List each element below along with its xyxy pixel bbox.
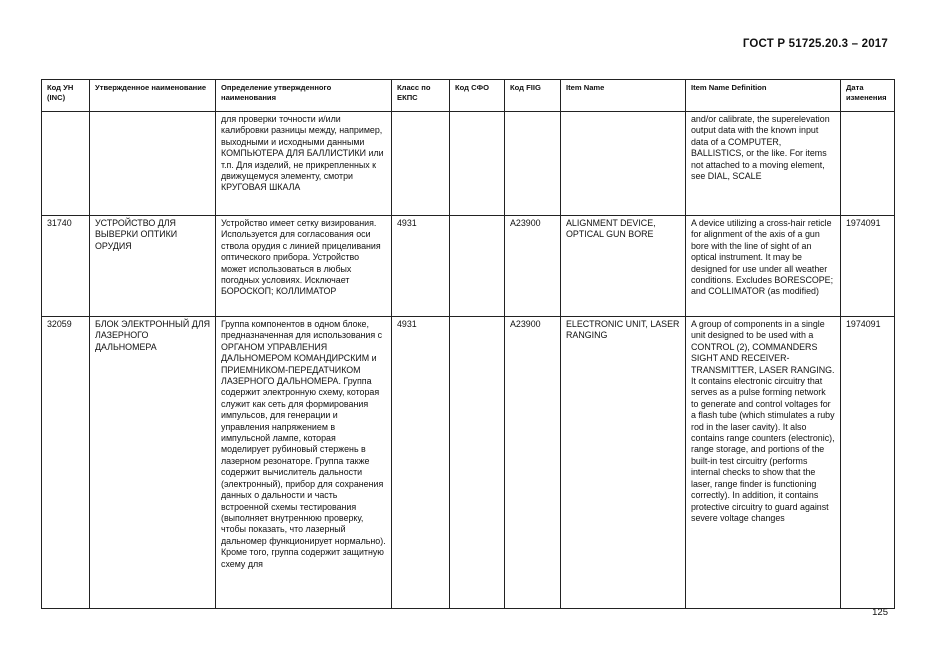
page-number: 125	[872, 607, 888, 618]
cell-item-definition: A device utilizing a cross-hair reticle for alignment of the axis of a gun bore with the line of sight of an optical instrument. It may be designed for use under all weather conditions. Excludes BORESCOPE; and COLLIMATOR (as modified)	[686, 216, 841, 317]
col-header-code: Код УН (INC)	[42, 80, 90, 112]
cell-definition: Группа компонентов в одном блоке, предназначенная для использования с ОРГАНОМ УПРАВЛЕНИЯ ДАЛЬНОМЕРОМ КОМАНДИРСКИМ и ПРИЕМНИКОМ-ПЕРЕДАТЧИКОМ ЛАЗЕРНОГО ДАЛЬНОМЕРА. Группа содержит электронную схему, которая служит как сеть для формирования импульсов, для генерации и управления напряжением в импульсной лампе, которая моделирует рубиновый стержень в лазерном резонаторе. Группа также содержит вычислитель дальности (электронный), прибор для сохранения данных о дальности и часть встроенной схемы тестирования (выполняет внутреннюю проверку, чтобы показать, что лазерный дальномер функционирует нормально). Кроме того, группа содержит защитную схему для	[216, 317, 392, 609]
cell-item-definition: A group of components in a single unit designed to be used with a CONTROL (2), COMMANDERS SIGHT AND RECEIVER-TRANSMITTER, LASER RANGING. It contains electronic circuitry that serves as a pulse forming network to generate and control voltages for a flash tube (which stimulates a ruby rod in the laser cavity). It also contains range counters (electronic), range storage, and portions of the built-in test circuitry (performs internal checks to show that the laser, range finder is functioning correctly). In addition, it contains protective circuitry to guard against severe voltage changes	[686, 317, 841, 609]
col-header-item-name: Item Name	[561, 80, 686, 112]
col-header-item-definition: Item Name Definition	[686, 80, 841, 112]
col-header-sfo: Код СФО	[450, 80, 505, 112]
cell-name: БЛОК ЭЛЕКТРОННЫЙ ДЛЯ ЛАЗЕРНОГО ДАЛЬНОМЕРА	[90, 317, 216, 609]
cell-fiig	[505, 112, 561, 216]
cell-fiig: A23900	[505, 317, 561, 609]
cell-class	[392, 112, 450, 216]
col-header-class: Класс по ЕКПС	[392, 80, 450, 112]
cell-date: 1974091	[841, 216, 895, 317]
table-row	[42, 317, 895, 609]
table-row	[42, 112, 895, 216]
cell-sfo	[450, 112, 505, 216]
table-row	[42, 216, 895, 317]
cell-name: УСТРОЙСТВО ДЛЯ ВЫВЕРКИ ОПТИКИ ОРУДИЯ	[90, 216, 216, 317]
cell-code: 32059	[42, 317, 90, 609]
nomenclature-table	[41, 79, 895, 609]
col-header-definition: Определение утвержденного наименования	[216, 80, 392, 112]
cell-fiig: A23900	[505, 216, 561, 317]
standard-number: ГОСТ Р 51725.20.3 – 2017	[742, 38, 888, 50]
cell-code	[42, 112, 90, 216]
cell-class: 4931	[392, 216, 450, 317]
col-header-date: Дата изменения	[841, 80, 895, 112]
cell-item-name	[561, 112, 686, 216]
cell-sfo	[450, 216, 505, 317]
cell-code: 31740	[42, 216, 90, 317]
cell-sfo	[450, 317, 505, 609]
cell-date: 1974091	[841, 317, 895, 609]
cell-date	[841, 112, 895, 216]
table-header-row	[42, 80, 895, 112]
cell-item-name: ELECTRONIC UNIT, LASER RANGING	[561, 317, 686, 609]
cell-item-name: ALIGNMENT DEVICE, OPTICAL GUN BORE	[561, 216, 686, 317]
cell-definition: для проверки точности и/или калибровки разницы между, например, выходными и исходными данными КОМПЬЮТЕРА ДЛЯ БАЛЛИСТИКИ или т.п. Для изделий, не прикрепленных к движущемуся элементу, смотри КРУГОВАЯ ШКАЛА	[216, 112, 392, 216]
cell-class: 4931	[392, 317, 450, 609]
cell-name	[90, 112, 216, 216]
cell-definition: Устройство имеет сетку визирования. Используется для согласования оси ствола орудия с линией прицеливания оптического прибора. Устройство может использоваться в любых погодных условиях. Исключает БОРОСКОП; КОЛЛИМАТОР	[216, 216, 392, 317]
col-header-name: Утвержденное наименование	[90, 80, 216, 112]
cell-item-definition: and/or calibrate, the superelevation output data with the known input data of a COMPUTER, BALLISTICS, or the like. For items not attached to a moving element, see DIAL, SCALE	[686, 112, 841, 216]
col-header-fiig: Код FIIG	[505, 80, 561, 112]
